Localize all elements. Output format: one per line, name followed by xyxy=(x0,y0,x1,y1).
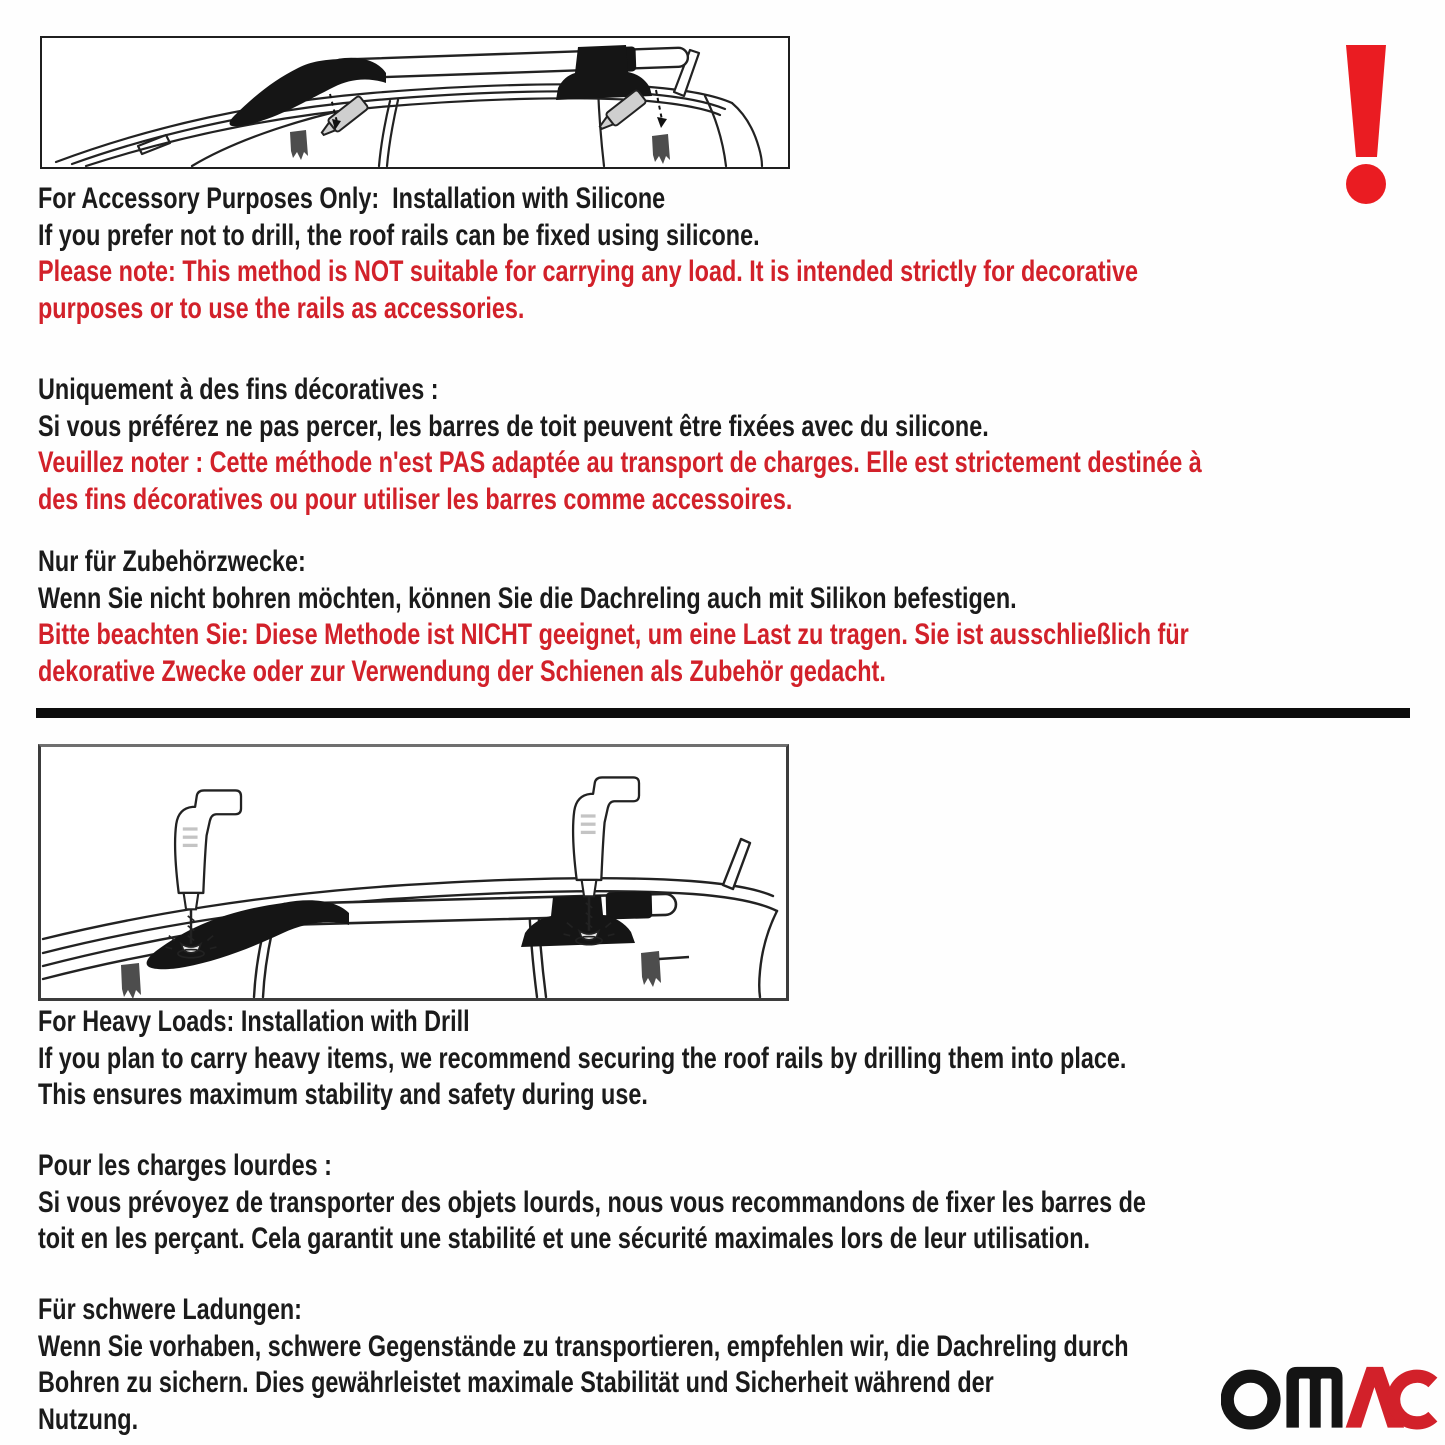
omac-logo-letters xyxy=(1221,1358,1443,1438)
text-line: Bohren zu sichern. Dies gewährleistet maximale Stabilität und Sicherheit während der xyxy=(38,1366,994,1399)
text-line: Nur für Zubehörzwecke: xyxy=(38,545,306,578)
text-line: Veuillez noter : Cette méthode n'est PAS adaptée au transport de charges. Elle est strictement destinée à xyxy=(38,446,1202,479)
text-line: purposes or to use the rails as accessories. xyxy=(38,291,525,325)
text-line: Pour les charges lourdes : xyxy=(38,1149,332,1182)
text-line: For Heavy Loads: Installation with Drill xyxy=(38,1005,470,1038)
text-line: For Accessory Purposes Only: Installation with Silicone xyxy=(38,182,666,215)
text-line: Wenn Sie vorhaben, schwere Gegenstände zu transportieren, empfehlen wir, die Dachreling durch xyxy=(38,1329,1129,1363)
text-line: If you prefer not to drill, the roof rails can be fixed using silicone. xyxy=(38,218,760,252)
text-line: Please note: This method is NOT suitable for carrying any load. It is intended strictly for decorative xyxy=(38,255,1139,288)
text-line: Uniquement à des fins décoratives : xyxy=(38,373,439,406)
drill-installation-illustration xyxy=(38,744,789,1001)
silicone-installation-illustration xyxy=(40,36,790,169)
section-divider xyxy=(36,708,1410,718)
text-line: Nutzung. xyxy=(38,1402,139,1436)
text-block-fr-silicone xyxy=(38,372,1445,518)
text-block-en-silicone xyxy=(38,181,1445,327)
text-block-en-drill xyxy=(38,1004,1433,1114)
text-block-de-silicone xyxy=(38,544,1445,690)
text-line: Für schwere Ladungen: xyxy=(38,1293,302,1326)
text-line: dekorative Zwecke oder zur Verwendung der Schienen als Zubehör gedacht. xyxy=(38,654,886,688)
text-line: toit en les perçant. Cela garantit une stabilité et une sécurité maximales lors de leur utilisation. xyxy=(38,1222,1091,1255)
car-roof-silicone-drawing xyxy=(42,38,788,167)
omac-logo xyxy=(1221,1358,1443,1438)
text-block-fr-drill xyxy=(38,1148,1445,1258)
text-line: If you plan to carry heavy items, we recommend securing the roof rails by drilling them into place. xyxy=(38,1041,1127,1075)
text-line: Wenn Sie nicht bohren möchten, können Sie die Dachreling auch mit Silikon befestigen. xyxy=(38,581,1017,615)
text-line: Si vous préférez ne pas percer, les barres de toit peuvent être fixées avec du silicone. xyxy=(38,409,989,443)
text-line: Bitte beachten Sie: Diese Methode ist NICHT geeignet, um eine Last zu tragen. Sie ist ausschließlich für xyxy=(38,618,1189,651)
car-roof-drill-drawing xyxy=(41,747,786,998)
text-line: des fins décoratives ou pour utiliser les barres comme accessoires. xyxy=(38,482,793,516)
text-line: This ensures maximum stability and safety during use. xyxy=(38,1078,648,1111)
text-line: Si vous prévoyez de transporter des objets lourds, nous vous recommandons de fixer les barres de xyxy=(38,1185,1146,1219)
